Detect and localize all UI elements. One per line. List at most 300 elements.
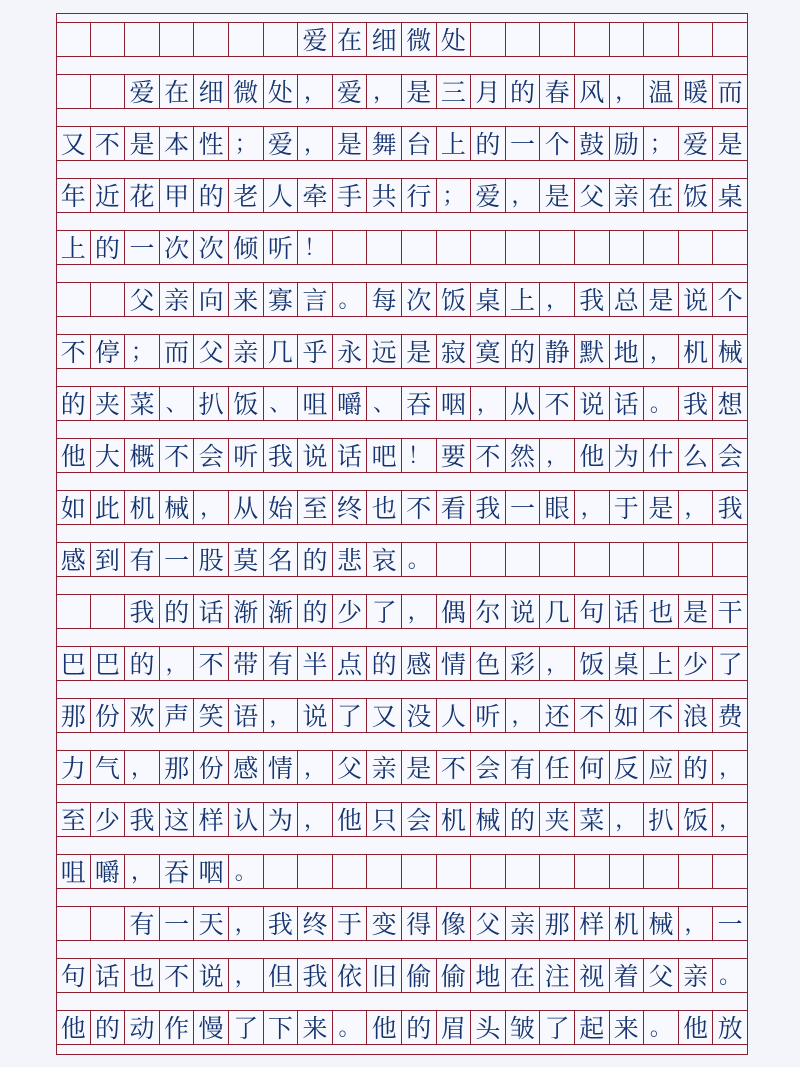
grid-row: [56, 594, 748, 629]
punctuation-cell: ，: [298, 803, 333, 836]
punctuation-cell: ，: [298, 127, 333, 160]
grid-cell: 感: [56, 543, 91, 576]
grid-cell: 欢: [125, 699, 160, 732]
grid-cell: 他: [56, 1011, 91, 1044]
punctuation-cell: [540, 855, 575, 888]
grid-row: [56, 802, 748, 837]
grid-cell: 静: [540, 335, 575, 368]
grid-cell: 行: [402, 179, 437, 212]
grid-cell: 的: [506, 75, 541, 108]
title-char-cell: 微: [402, 23, 437, 56]
grid-cell: 为: [610, 439, 645, 472]
grid-cell: 他: [367, 1011, 402, 1044]
grid-cell: 鼓: [575, 127, 610, 160]
grid-cell: 亲: [679, 959, 714, 992]
grid-cell: 他: [575, 439, 610, 472]
grid-cell: 说: [298, 439, 333, 472]
grid-cell: 不: [194, 647, 229, 680]
grid-cell: 爱: [471, 179, 506, 212]
grid-row: [56, 698, 748, 733]
punctuation-cell: [679, 543, 714, 576]
grid-cell: 菜: [575, 803, 610, 836]
title-char-cell: 细: [367, 23, 402, 56]
grid-cell: 是: [679, 595, 714, 628]
punctuation-cell: ，: [125, 751, 160, 784]
grid-cell: 不: [575, 699, 610, 732]
punctuation-cell: [437, 543, 472, 576]
punctuation-cell: [56, 75, 91, 108]
punctuation-cell: [91, 595, 126, 628]
punctuation-cell: [333, 231, 368, 264]
grid-cell: 视: [575, 959, 610, 992]
grid-cell: 从: [229, 491, 264, 524]
grid-cell: 是: [540, 179, 575, 212]
grid-cell: 三: [437, 75, 472, 108]
grid-cell: 饭: [437, 283, 472, 316]
grid-cell: 说: [506, 595, 541, 628]
punctuation-cell: [56, 283, 91, 316]
grid-cell: 吧: [367, 439, 402, 472]
grid-cell: 倾: [229, 231, 264, 264]
grid-cell: 话: [194, 595, 229, 628]
punctuation-cell: 。: [644, 1011, 679, 1044]
punctuation-cell: ！: [298, 231, 333, 264]
grid-row: [56, 230, 748, 265]
grid-cell: 风: [575, 75, 610, 108]
grid-cell: 么: [679, 439, 714, 472]
punctuation-cell: [471, 23, 506, 56]
grid-row: [56, 542, 748, 577]
grid-cell: 也: [367, 491, 402, 524]
grid-row: [56, 906, 748, 941]
grid-cell: 夹: [91, 387, 126, 420]
grid-cell: 于: [610, 491, 645, 524]
grid-cell: 了: [713, 647, 748, 680]
punctuation-cell: [125, 23, 160, 56]
punctuation-cell: ，: [160, 647, 195, 680]
punctuation-cell: ，: [367, 75, 402, 108]
grid-cell: 次: [402, 283, 437, 316]
grid-cell: 又: [56, 127, 91, 160]
grid-cell: 说: [298, 699, 333, 732]
grid-cell: 本: [160, 127, 195, 160]
grid-cell: 那: [540, 907, 575, 940]
grid-cell: 听: [229, 439, 264, 472]
punctuation-cell: [160, 23, 195, 56]
grid-cell: 点: [333, 647, 368, 680]
grid-cell: 有: [125, 907, 160, 940]
grid-cell: 一: [125, 231, 160, 264]
grid-cell: 感: [402, 647, 437, 680]
punctuation-cell: [610, 543, 645, 576]
grid-row: [56, 74, 748, 109]
grid-cell: 次: [160, 231, 195, 264]
grid-cell: 句: [575, 595, 610, 628]
grid-cell: 份: [194, 751, 229, 784]
grid-cell: 反: [610, 751, 645, 784]
punctuation-cell: [264, 23, 299, 56]
grid-cell: 情: [437, 647, 472, 680]
grid-cell: 远: [367, 335, 402, 368]
grid-cell: 默: [575, 335, 610, 368]
grid-cell: 亲: [506, 907, 541, 940]
grid-cell: 细: [194, 75, 229, 108]
grid-row: [56, 386, 748, 421]
grid-cell: 吞: [402, 387, 437, 420]
punctuation-cell: [610, 231, 645, 264]
grid-cell: 始: [264, 491, 299, 524]
grid-cell: 机: [437, 803, 472, 836]
grid-cell: 不: [160, 959, 195, 992]
grid-cell: 悲: [333, 543, 368, 576]
grid-cell: 个: [540, 127, 575, 160]
punctuation-cell: 。: [713, 959, 748, 992]
grid-cell: 微: [229, 75, 264, 108]
grid-cell: 了: [229, 1011, 264, 1044]
punctuation-cell: [264, 855, 299, 888]
punctuation-cell: [540, 231, 575, 264]
grid-cell: 父: [194, 335, 229, 368]
grid-cell: 不: [437, 751, 472, 784]
grid-cell: 像: [437, 907, 472, 940]
grid-cell: 花: [125, 179, 160, 212]
grid-cell: 近: [91, 179, 126, 212]
grid-cell: 渐: [264, 595, 299, 628]
grid-cell: 色: [471, 647, 506, 680]
punctuation-cell: [56, 595, 91, 628]
grid-cell: 慢: [194, 1011, 229, 1044]
grid-cell: 的: [160, 595, 195, 628]
punctuation-cell: [713, 855, 748, 888]
grid-cell: 概: [125, 439, 160, 472]
punctuation-cell: [506, 855, 541, 888]
grid-cell: 放: [713, 1011, 748, 1044]
grid-cell: 一: [506, 127, 541, 160]
grid-cell: 亲: [610, 179, 645, 212]
grid-cell: 眼: [540, 491, 575, 524]
grid-cell: 少: [333, 595, 368, 628]
grid-cell: 那: [160, 751, 195, 784]
grid-cell: 旧: [367, 959, 402, 992]
grid-cell: 也: [125, 959, 160, 992]
grid-cell: 这: [160, 803, 195, 836]
punctuation-cell: ！: [402, 439, 437, 472]
grid-cell: 又: [367, 699, 402, 732]
grid-cell: 一: [160, 543, 195, 576]
grid-row: [56, 1010, 748, 1045]
punctuation-cell: ，: [540, 283, 575, 316]
grid-cell: 嚼: [91, 855, 126, 888]
grid-cell: 不: [644, 699, 679, 732]
punctuation-cell: 。: [644, 387, 679, 420]
grid-cell: 舞: [367, 127, 402, 160]
grid-cell: 械: [644, 907, 679, 940]
grid-cell: 依: [333, 959, 368, 992]
punctuation-cell: [91, 23, 126, 56]
grid-cell: 至: [298, 491, 333, 524]
grid-cell: 巴: [91, 647, 126, 680]
grid-cell: 来: [610, 1011, 645, 1044]
title-char-cell: 爱: [298, 23, 333, 56]
grid-cell: 会: [194, 439, 229, 472]
punctuation-cell: ，: [402, 595, 437, 628]
grid-cell: 上: [437, 127, 472, 160]
grid-cell: 说: [194, 959, 229, 992]
grid-cell: 的: [91, 1011, 126, 1044]
punctuation-cell: ；: [125, 335, 160, 368]
grid-cell: 饭: [679, 179, 714, 212]
punctuation-cell: [575, 855, 610, 888]
punctuation-cell: ，: [644, 335, 679, 368]
grid-cell: 老: [229, 179, 264, 212]
grid-cell: 桌: [713, 179, 748, 212]
punctuation-cell: [56, 23, 91, 56]
grid-cell: 台: [402, 127, 437, 160]
grid-cell: 共: [367, 179, 402, 212]
punctuation-cell: ；: [229, 127, 264, 160]
punctuation-cell: [610, 855, 645, 888]
grid-cell: 听: [264, 231, 299, 264]
grid-row: [56, 646, 748, 681]
grid-cell: 他: [56, 439, 91, 472]
grid-cell: 父: [125, 283, 160, 316]
grid-cell: 械: [471, 803, 506, 836]
punctuation-cell: [713, 543, 748, 576]
grid-cell: 暖: [679, 75, 714, 108]
grid-cell: 亲: [229, 335, 264, 368]
punctuation-cell: ，: [298, 75, 333, 108]
punctuation-cell: 、: [264, 387, 299, 420]
grid-cell: 我: [125, 595, 160, 628]
grid-cell: 励: [610, 127, 645, 160]
grid-cell: 眉: [437, 1011, 472, 1044]
punctuation-cell: [644, 855, 679, 888]
grid-cell: 春: [540, 75, 575, 108]
grid-cell: 头: [471, 1011, 506, 1044]
grid-cell: 到: [91, 543, 126, 576]
grid-cell: 我: [471, 491, 506, 524]
grid-cell: 饭: [679, 803, 714, 836]
grid-cell: 温: [644, 75, 679, 108]
grid-cell: 作: [160, 1011, 195, 1044]
grid-cell: 在: [644, 179, 679, 212]
grid-cell: 咽: [437, 387, 472, 420]
grid-cell: 的: [298, 543, 333, 576]
grid-cell: 大: [91, 439, 126, 472]
punctuation-cell: [506, 543, 541, 576]
grid-cell: 得: [402, 907, 437, 940]
grid-cell: 渐: [229, 595, 264, 628]
grid-cell: 巴: [56, 647, 91, 680]
grid-cell: 句: [56, 959, 91, 992]
grid-cell: 地: [471, 959, 506, 992]
grid-cell: 几: [264, 335, 299, 368]
grid-cell: 饭: [575, 647, 610, 680]
grid-cell: 不: [402, 491, 437, 524]
grid-cell: 我: [298, 959, 333, 992]
grid-cell: 的: [367, 647, 402, 680]
grid-cell: 他: [679, 1011, 714, 1044]
grid-cell: 任: [540, 751, 575, 784]
grid-cell: 父: [644, 959, 679, 992]
punctuation-cell: [367, 855, 402, 888]
grid-cell: 份: [91, 699, 126, 732]
grid-cell: 声: [160, 699, 195, 732]
grid-cell: 是: [713, 127, 748, 160]
grid-cell: 有: [125, 543, 160, 576]
grid-cell: 股: [194, 543, 229, 576]
grid-cell: 在: [506, 959, 541, 992]
grid-cell: 是: [402, 335, 437, 368]
punctuation-cell: ，: [506, 699, 541, 732]
punctuation-cell: 。: [333, 1011, 368, 1044]
punctuation-cell: ，: [264, 699, 299, 732]
grid-cell: 一: [160, 907, 195, 940]
grid-cell: 爱: [679, 127, 714, 160]
punctuation-cell: ，: [125, 855, 160, 888]
grid-cell: 话: [610, 387, 645, 420]
grid-cell: 是: [333, 127, 368, 160]
grid-cell: 说: [679, 283, 714, 316]
grid-cell: 应: [644, 751, 679, 784]
grid-cell: 少: [91, 803, 126, 836]
grid-cell: 械: [160, 491, 195, 524]
grid-cell: 爱: [333, 75, 368, 108]
grid-cell: 了: [540, 1011, 575, 1044]
grid-cell: 的: [402, 1011, 437, 1044]
grid-cell: 来: [229, 283, 264, 316]
grid-cell: 械: [713, 335, 748, 368]
grid-cell: 于: [333, 907, 368, 940]
composition-grid-sheet: [56, 13, 748, 1055]
punctuation-cell: [713, 23, 748, 56]
grid-cell: 不: [471, 439, 506, 472]
punctuation-cell: ；: [644, 127, 679, 160]
title-row: [56, 22, 748, 57]
grid-cell: 半: [298, 647, 333, 680]
punctuation-cell: [540, 23, 575, 56]
grid-cell: 父: [333, 751, 368, 784]
punctuation-cell: ，: [575, 491, 610, 524]
grid-cell: 咀: [298, 387, 333, 420]
grid-cell: 的: [298, 595, 333, 628]
punctuation-cell: [610, 23, 645, 56]
punctuation-cell: 。: [402, 543, 437, 576]
grid-cell: 一: [506, 491, 541, 524]
punctuation-cell: [506, 231, 541, 264]
punctuation-cell: ，: [540, 647, 575, 680]
grid-cell: 只: [367, 803, 402, 836]
punctuation-cell: [194, 23, 229, 56]
grid-cell: 为: [264, 803, 299, 836]
grid-row: [56, 282, 748, 317]
grid-cell: 机: [125, 491, 160, 524]
punctuation-cell: [679, 23, 714, 56]
grid-cell: 样: [194, 803, 229, 836]
grid-cell: 力: [56, 751, 91, 784]
grid-cell: 从: [506, 387, 541, 420]
punctuation-cell: [333, 855, 368, 888]
grid-row: [56, 750, 748, 785]
grid-cell: 笑: [194, 699, 229, 732]
grid-cell: 上: [644, 647, 679, 680]
grid-cell: 夹: [540, 803, 575, 836]
punctuation-cell: [91, 907, 126, 940]
grid-cell: 地: [610, 335, 645, 368]
grid-cell: 有: [264, 647, 299, 680]
grid-cell: 菜: [125, 387, 160, 420]
grid-cell: 人: [437, 699, 472, 732]
grid-cell: 哀: [367, 543, 402, 576]
punctuation-cell: ，: [471, 387, 506, 420]
punctuation-cell: ，: [679, 907, 714, 940]
grid-cell: 会: [402, 803, 437, 836]
grid-row: [56, 178, 748, 213]
grid-cell: 父: [575, 179, 610, 212]
grid-cell: 莫: [229, 543, 264, 576]
grid-cell: 带: [229, 647, 264, 680]
grid-cell: 变: [367, 907, 402, 940]
grid-cell: 了: [333, 699, 368, 732]
grid-cell: 是: [402, 75, 437, 108]
grid-cell: 名: [264, 543, 299, 576]
grid-cell: 偶: [437, 595, 472, 628]
grid-cell: 上: [56, 231, 91, 264]
punctuation-cell: ，: [540, 439, 575, 472]
grid-cell: 天: [194, 907, 229, 940]
grid-cell: 爱: [125, 75, 160, 108]
grid-cell: 机: [679, 335, 714, 368]
grid-cell: 而: [160, 335, 195, 368]
grid-cell: 然: [506, 439, 541, 472]
punctuation-cell: [91, 75, 126, 108]
grid-cell: 不: [91, 127, 126, 160]
grid-cell: 我: [575, 283, 610, 316]
grid-cell: 年: [56, 179, 91, 212]
grid-cell: 向: [194, 283, 229, 316]
grid-cell: 寡: [264, 283, 299, 316]
punctuation-cell: ，: [679, 491, 714, 524]
grid-cell: 的: [506, 803, 541, 836]
punctuation-cell: [644, 23, 679, 56]
grid-cell: 乎: [298, 335, 333, 368]
title-char-cell: 在: [333, 23, 368, 56]
grid-cell: 的: [471, 127, 506, 160]
grid-cell: 什: [644, 439, 679, 472]
grid-cell: 起: [575, 1011, 610, 1044]
grid-cell: 认: [229, 803, 264, 836]
grid-cell: 言: [298, 283, 333, 316]
grid-cell: 上: [506, 283, 541, 316]
grid-cell: 语: [229, 699, 264, 732]
grid-cell: 手: [333, 179, 368, 212]
grid-cell: 次: [194, 231, 229, 264]
grid-row: [56, 854, 748, 889]
grid-cell: 停: [91, 335, 126, 368]
grid-cell: 气: [91, 751, 126, 784]
grid-cell: 了: [367, 595, 402, 628]
grid-cell: 偷: [402, 959, 437, 992]
grid-cell: 浪: [679, 699, 714, 732]
punctuation-cell: [575, 23, 610, 56]
grid-cell: 他: [333, 803, 368, 836]
grid-cell: 月: [471, 75, 506, 108]
grid-cell: 我: [264, 439, 299, 472]
grid-row: [56, 490, 748, 525]
grid-cell: 着: [610, 959, 645, 992]
grid-cell: 彩: [506, 647, 541, 680]
grid-cell: 父: [471, 907, 506, 940]
